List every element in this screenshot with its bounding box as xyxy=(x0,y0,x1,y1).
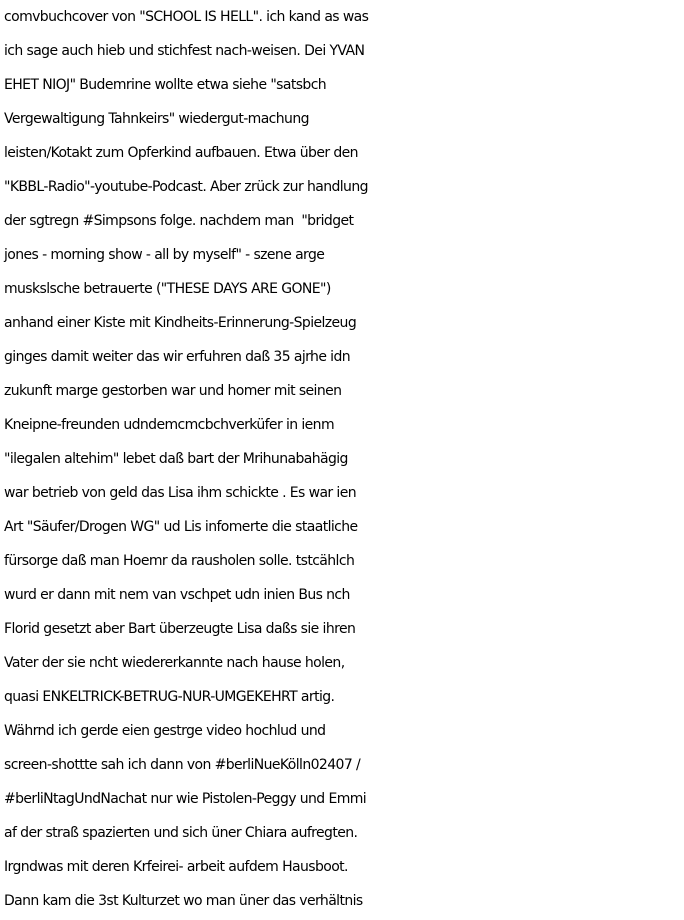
text-line: quasi ENKELTRICK-BETRUG-NUR-UMGEKEHRT artig. xyxy=(4,689,335,705)
text-line: anhand einer Kiste mit Kindheits-Erinnerung-Spielzeug xyxy=(4,315,357,331)
text-line: ich sage auch hieb und stichfest nach-weisen. Dei YVAN xyxy=(4,43,365,59)
text-line: #berliNtagUndNachat nur wie Pistolen-Peggy und Emmi xyxy=(4,791,367,807)
text-line: war betrieb von geld das Lisa ihm schickte . Es war ien xyxy=(4,485,357,501)
text-line: Florid gesetzt aber Bart überzeugte Lisa daßs sie ihren xyxy=(4,621,356,637)
text-line: comvbuchcover von "SCHOOL IS HELL". ich kand as was xyxy=(4,9,369,25)
text-line: ginges damit weiter das wir erfuhren daß 35 ajrhe idn xyxy=(4,349,351,365)
body-text xyxy=(4,0,684,918)
text-line: Vater der sie ncht wiedererkannte nach hause holen, xyxy=(4,655,345,671)
text-line: Währnd ich gerde eien gestrge video hochlud und xyxy=(4,723,326,739)
text-line: leisten/Kotakt zum Opferkind aufbauen. Etwa über den xyxy=(4,145,358,161)
text-line: "KBBL-Radio"-youtube-Podcast. Aber zrück zur handlung xyxy=(4,179,368,195)
text-line: screen-shottte sah ich dann von #berliNueKölln02407 / xyxy=(4,757,361,773)
text-line: Dann kam die 3st Kulturzet wo man üner das verhältnis xyxy=(4,893,363,909)
text-line: jones - morning show - all by myself" - szene arge xyxy=(4,247,325,263)
text-line: Vergewaltigung Tahnkeirs" wiedergut-machung xyxy=(4,111,309,127)
text-line: EHET NIOJ" Budemrine wollte etwa siehe "satsbch xyxy=(4,77,327,93)
text-line: Kneipne-freunden udndemcmcbchverküfer in ienm xyxy=(4,417,334,433)
text-line: Irgndwas mit deren Krfeirei- arbeit aufdem Hausboot. xyxy=(4,859,348,875)
text-line: "ilegalen altehim" lebet daß bart der Mrihunabahägig xyxy=(4,451,348,467)
text-line: Art "Säufer/Drogen WG" ud Lis infomerte die staatliche xyxy=(4,519,358,535)
text-line: wurd er dann mit nem van vschpet udn inien Bus nch xyxy=(4,587,350,603)
text-line: muskslsche betrauerte ("THESE DAYS ARE GONE") xyxy=(4,281,331,297)
text-line: af der straß spazierten und sich üner Chiara aufregten. xyxy=(4,825,358,841)
text-line: der sgtregn #Simpsons folge. nachdem man "bridget xyxy=(4,213,354,229)
text-line: fürsorge daß man Hoemr da rausholen solle. tstcählch xyxy=(4,553,355,569)
text-line: zukunft marge gestorben war und homer mit seinen xyxy=(4,383,342,399)
